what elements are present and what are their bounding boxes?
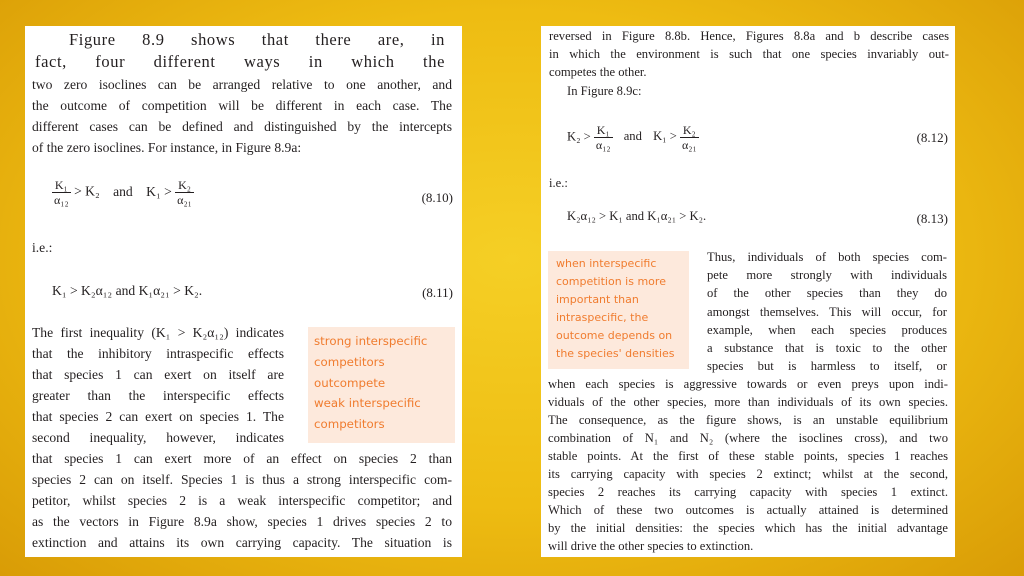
body-line: that species 1 can exert more of an effect on species 2 than [32,451,452,466]
margin-note [548,251,689,369]
margin-note [308,327,455,443]
eq-term: K₁ > [653,129,677,144]
equation-number: (8.12) [916,130,948,145]
body-line: of the other species than they do [707,286,947,300]
body-line: reversed in Figure 8.8b. Hence, Figures 8.8a and b describe cases [549,29,949,43]
ie-label: i.e.: [32,240,53,255]
body-line: species 2 reaches its carrying capacity with species 1 extinct. [548,485,948,499]
eq-numerator: K₂ [175,178,194,193]
body-line: extinction and attains its own carrying capacity. The situation is [32,535,452,550]
body-line: the outcome of competition will be different in each case. The [32,98,452,113]
margin-note-line: competition is more [556,275,666,288]
body-line: two zero isoclines can be arranged relative to one another, and [32,77,452,92]
body-line: Thus, individuals of both species com- [707,250,947,264]
margin-note-line: outcome depends on [556,329,673,342]
equation-number: (8.11) [422,285,453,300]
body-line: petitor, whilst species 2 is a weak interspecific competitor; and [32,493,452,508]
body-line: competes the other. [549,65,647,79]
equation-number: (8.13) [916,211,948,226]
body-line: combination of N₁ and N₂ (where the isoclines cross), and two [548,431,948,445]
eq-term: K₁ > [146,183,172,199]
eq-denominator: α₂₁ [177,193,192,207]
body-line: second inequality, however, indicates [32,430,284,445]
eq-denominator: α₂₁ [681,138,697,152]
margin-note-line: the species' densities [556,347,675,360]
margin-note-line: weak interspecific [314,396,421,411]
equation-8-10 [52,178,194,207]
right-page [541,26,955,557]
body-line: that the inhibitory intraspecific effects [32,346,284,361]
eq-denominator: α₁₂ [595,138,611,152]
body-line: The first inequality (K₁ > K₂α₁₂) indicates [32,325,284,340]
margin-note-line: competitors [314,354,385,369]
eq-numerator: K₁ [52,178,71,193]
heading-line: fact, four different ways in which the [35,52,445,71]
body-line: pete more strongly with individuals [707,268,947,282]
eq-term: > K₂ [74,183,100,199]
margin-note-line: important than [556,293,639,306]
body-line: amongst themselves. This will occur, for [707,305,947,319]
eq-numerator: K₂ [680,123,699,138]
body-line: when each species is aggressive towards or even preys upon indi- [548,377,948,391]
equation-8-13: K₂α₁₂ > K₁ and K₁α₂₁ > K₂. [567,209,707,223]
body-line: species but is harmless to itself, or [707,359,947,373]
body-line: In Figure 8.9c: [567,84,642,98]
eq-and: and [113,183,133,199]
eq-and: and [623,129,642,144]
eq-numerator: K₁ [594,123,613,138]
body-line: as the vectors in Figure 8.9a show, species 1 drives species 2 to [32,514,452,529]
equation-8-11: K₁ > K₂α₁₂ and K₁α₂₁ > K₂. [52,283,203,298]
margin-note-line: strong interspecific [314,334,428,348]
body-line: The consequence, as the figure shows, is an unstable equilibrium [548,413,948,427]
body-line: species 2 can on itself. Species 1 is thus a strong interspecific com- [32,472,452,487]
margin-note-line: outcompete [314,375,386,390]
body-line: of the zero isoclines. For instance, in Figure 8.9a: [32,140,302,155]
equation-number: (8.10) [421,190,453,205]
body-line: its carrying capacity with species 2 extinct; whilst at the second, [548,467,948,481]
left-page [25,26,462,557]
margin-note-line: competitors [314,417,385,432]
body-line: example, when each species produces [707,323,947,337]
margin-note-line: when interspecific [556,257,657,270]
body-line: Which of these two outcomes is actually attained is determined [548,503,948,517]
body-line: in which the environment is such that one species invariably out- [549,47,949,61]
body-line: viduals of the other species, more than individuals of its own species. [548,395,948,409]
eq-term: K₂ > [567,129,591,144]
body-line: stable points. At the first of these stable points, species 1 reaches [548,449,948,463]
body-line: a substance that is toxic to the other [707,341,947,355]
eq-denominator: α₁₂ [54,193,69,207]
margin-note-line: intraspecific, the [556,311,649,324]
body-line: different cases can be defined and distinguished by the intercepts [32,119,452,134]
heading-line: Figure 8.9 shows that there are, in [69,30,445,49]
equation-8-12 [567,123,699,152]
body-line: will drive the other species to extinction. [548,539,754,553]
ie-label: i.e.: [549,176,568,190]
body-line: by the initial densities: the species which has the initial advantage [548,521,948,535]
body-line: that species 2 can exert on species 1. The [32,409,284,424]
body-line: greater than the interspecific effects [32,388,284,403]
body-line: that species 1 can exert on itself are [32,367,284,382]
